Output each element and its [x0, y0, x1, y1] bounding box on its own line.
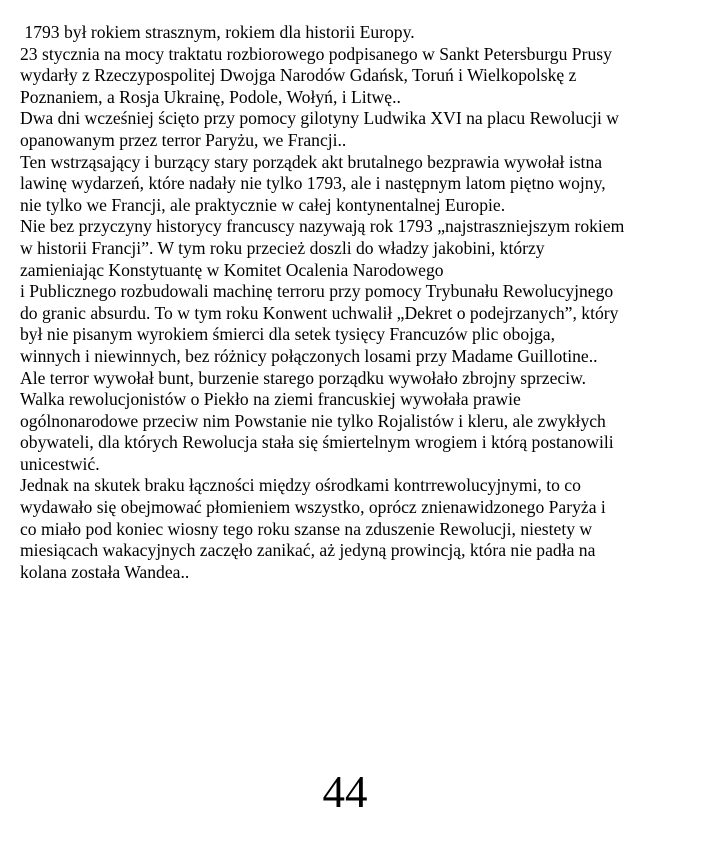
text-line: winnych i niewinnych, bez różnicy połączonych losami przy Madame Guillotine.. [20, 345, 598, 366]
text-line: 1793 był rokiem strasznym, rokiem dla historii Europy. [20, 22, 415, 42]
text-line: do granic absurdu. To w tym roku Konwent uchwalił „Dekret o podejrzanych”, który [20, 302, 619, 323]
page-number: 44 [322, 767, 368, 817]
text-line: lawinę wydarzeń, które nadały nie tylko 1793, ale i następnym latom piętno wojny, [20, 173, 606, 194]
text-line: obywateli, dla których Rewolucja stała się śmiertelnym wrogiem i którą postanowili [20, 432, 614, 453]
text-line: zamieniając Konstytuantę w Komitet Ocalenia Narodowego [20, 259, 444, 280]
text-line: Nie bez przyczyny historycy francuscy nazywają rok 1793 „najstraszniejszym rokiem [20, 216, 625, 237]
text-line: wydawało się obejmować płomieniem wszystko, oprócz znienawidzonego Paryża i [20, 497, 606, 518]
text-line: opanowanym przez terror Paryżu, we Francji.. [20, 129, 347, 150]
text-line: w historii Francji”. W tym roku przecież doszli do władzy jakobini, którzy [20, 237, 545, 258]
body-text [20, 22, 707, 583]
text-line: unicestwić. [20, 453, 100, 474]
text-line: kolana została Wandea.. [20, 561, 190, 582]
text-line: Dwa dni wcześniej ścięto przy pomocy gilotyny Ludwika XVI na placu Rewolucji w [20, 108, 620, 129]
text-line: Ten wstrząsający i burzący stary porządek akt brutalnego bezprawia wywołał istna [20, 151, 603, 172]
text-line: Jednak na skutek braku łączności między ośrodkami kontrrewolucyjnymi, to co [20, 475, 581, 496]
text-line: Poznaniem, a Rosja Ukrainę, Podole, Wołyń, i Litwę.. [20, 86, 401, 107]
text-line: Ale terror wywołał bunt, burzenie starego porządku wywołało zbrojny sprzeciw. [20, 367, 587, 388]
text-line: i Publicznego rozbudowali machinę terroru przy pomocy Trybunału Rewolucyjnego [20, 281, 614, 302]
text-line: ogólnonarodowe przeciw nim Powstanie nie tylko Rojalistów i kleru, ale zwykłych [20, 410, 606, 431]
text-line: co miało pod koniec wiosny tego roku szanse na zduszenie Rewolucji, niestety w [20, 518, 593, 539]
text-line: nie tylko we Francji, ale praktycznie w całej kontynentalnej Europie. [20, 194, 506, 215]
text-line: był nie pisanym wyrokiem śmierci dla setek tysięcy Francuzów plic obojga, [20, 324, 556, 345]
text-line: wydarły z Rzeczypospolitej Dwojga Narodów Gdańsk, Toruń i Wielkopolskę z [20, 65, 577, 86]
text-line: 23 stycznia na mocy traktatu rozbiorowego podpisanego w Sankt Petersburgu Prusy [20, 43, 612, 64]
text-line: Walka rewolucjonistów o Piekło na ziemi francuskiej wywołała prawie [20, 389, 521, 410]
text-line: miesiącach wakacyjnych zaczęło zanikać, aż jedyną prowincją, która nie padła na [20, 540, 596, 561]
